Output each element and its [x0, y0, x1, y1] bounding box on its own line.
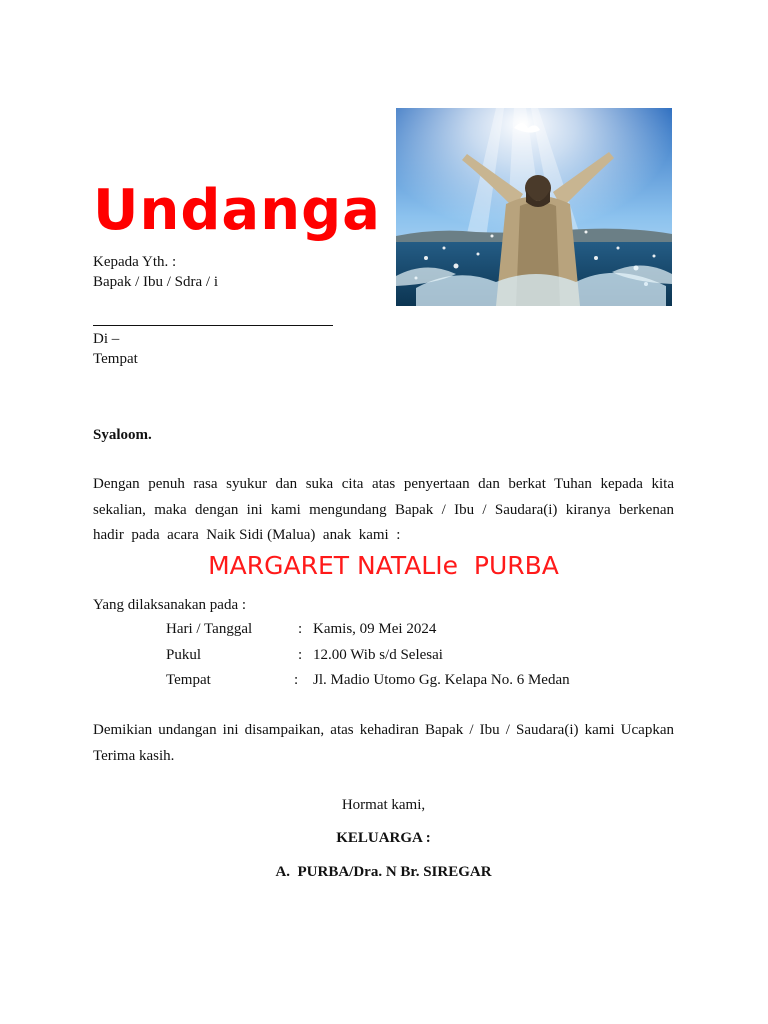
recipient-to-label: Kepada Yth. : [93, 254, 177, 270]
schedule-colon: : [294, 672, 299, 688]
schedule-colon: : [298, 621, 303, 637]
schedule-label: Tempat [166, 672, 211, 688]
intro-line-1: Dengan penuh rasa syukur dan suka cita atas penyertaan dan berkat Tuhan kepada kita [93, 476, 674, 492]
schedule-value: 12.00 Wib s/d Selesai [313, 647, 443, 663]
recipient-name-line [93, 325, 333, 326]
signature-regards: Hormat kami, [341, 797, 426, 813]
signature-family-label: KELUARGA : [336, 830, 431, 846]
recipient-salutation: Bapak / Ibu / Sdra / i [93, 274, 218, 290]
schedule-value: Jl. Madio Utomo Gg. Kelapa No. 6 Medan [313, 672, 570, 688]
recipient-place: Tempat [93, 351, 138, 367]
schedule-value: Kamis, 09 Mei 2024 [313, 621, 437, 637]
photo-illustration [396, 108, 672, 306]
schedule-label: Hari / Tanggal [166, 621, 253, 637]
jesus-baptism-photo [396, 108, 672, 306]
recipient-di: Di – [93, 331, 120, 347]
child-name: MARGARET NATALIe PURBA [208, 551, 559, 580]
intro-line-3: hadir pada acara Naik Sidi (Malua) anak kami : [93, 527, 401, 543]
closing-line-1: Demikian undangan ini disampaikan, atas kehadiran Bapak / Ibu / Saudara(i) kami Ucapkan [93, 722, 674, 738]
schedule-heading: Yang dilaksanakan pada : [93, 597, 247, 613]
intro-line-2: sekalian, maka dengan ini kami mengundang Bapak / Ibu / Saudara(i) kiranya berkenan [93, 501, 674, 518]
invitation-title: Undanga [93, 178, 381, 243]
greeting: Syaloom. [93, 427, 152, 443]
schedule-label: Pukul [166, 647, 202, 663]
schedule-colon: : [298, 647, 303, 663]
closing-line-2: Terima kasih. [93, 747, 175, 764]
signature-names: A. PURBA/Dra. N Br. SIREGAR [275, 864, 492, 880]
